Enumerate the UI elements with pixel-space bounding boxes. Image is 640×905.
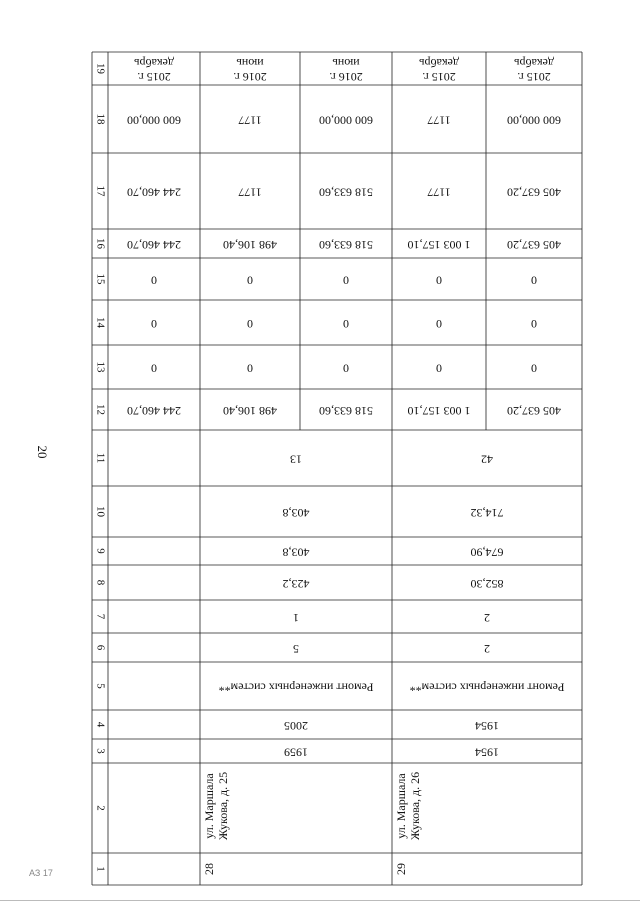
- row28b-completion-date-line1: июнь: [332, 55, 360, 70]
- blank-completion-date-line2: 2015 г.: [137, 69, 171, 84]
- row29-area-living: 674,90: [470, 545, 504, 560]
- row28-completion-date-line2: 2016 г.: [233, 69, 267, 84]
- row28-total-area: 423,2: [282, 576, 310, 591]
- row28b-unit-cost: 518 633,60: [319, 185, 373, 200]
- row29-total-area: 852,30: [470, 576, 504, 591]
- row29-address-line2: Жукова, д. 26: [407, 771, 422, 841]
- row29-number: 29: [393, 863, 408, 875]
- column-number-2: 2: [94, 805, 107, 811]
- right-completion-date-line1: декабрь: [514, 55, 554, 70]
- row28b-completion-date-line2: 2016 г.: [329, 69, 363, 84]
- row29-unit-cost: 1177: [427, 185, 451, 200]
- column-number-16: 16: [94, 238, 107, 249]
- row28-unit-cost: 1177: [238, 185, 262, 200]
- table-grid: [92, 52, 582, 885]
- blank-completion-date-line1: декабрь: [134, 55, 174, 70]
- right-cost-total: 405 637,20: [507, 403, 561, 418]
- blank-fund-owners: 244 460,70: [127, 237, 181, 252]
- column-number-3: 3: [94, 748, 107, 754]
- row28-residents: 13: [290, 452, 302, 467]
- blank-cost-total: 244 460,70: [127, 403, 181, 418]
- row29-cost-total: 1 003 157,10: [407, 403, 471, 418]
- row28-completion-date-line1: июнь: [236, 55, 264, 70]
- row28-fund_local: 0: [247, 273, 253, 288]
- row28-fund_federal: 0: [247, 361, 253, 376]
- row28-address-line1: ул. Маршала: [201, 773, 216, 839]
- blank-max-unit-cost: 600 000,00: [127, 113, 181, 128]
- row28b-fund_regional: 0: [343, 316, 349, 331]
- right-max-unit-cost: 600 000,00: [507, 113, 561, 128]
- column-number-1: 1: [94, 866, 107, 872]
- blank-fund_regional: 0: [151, 316, 157, 331]
- column-number-15: 15: [94, 273, 107, 285]
- right-fund_local: 0: [531, 273, 537, 288]
- blank-fund_federal: 0: [151, 361, 157, 376]
- row29-entrances: 2: [484, 610, 490, 625]
- right-completion-date-line2: 2015 г.: [517, 69, 551, 84]
- column-number-9: 9: [94, 548, 107, 554]
- corner-mark: АЗ 17: [29, 868, 53, 878]
- row28-year-built: 1959: [284, 745, 308, 760]
- row28-floors: 5: [293, 641, 299, 656]
- table-text: [94, 56, 564, 875]
- row28b-fund_local: 0: [343, 273, 349, 288]
- row28-entrances: 1: [293, 610, 299, 625]
- column-number-10: 10: [94, 506, 107, 517]
- right-fund_federal: 0: [531, 361, 537, 376]
- row29-fund_regional: 0: [436, 316, 442, 331]
- row29-completion-date-line1: декабрь: [419, 55, 459, 70]
- column-number-4: 4: [94, 721, 107, 728]
- row28-work-type: Ремонт инженерных систем**: [218, 680, 374, 695]
- column-number-7: 7: [94, 613, 107, 620]
- row29-fund_federal: 0: [436, 361, 442, 376]
- row28-area-total-living: 403,8: [282, 505, 310, 520]
- row29-fund_local: 0: [436, 273, 442, 288]
- column-number-11: 11: [94, 452, 107, 464]
- row28b-fund_federal: 0: [343, 361, 349, 376]
- row28-year-last-repair: 2005: [284, 718, 308, 733]
- row28-fund-owners: 498 106,40: [223, 237, 277, 252]
- row29-work-type: Ремонт инженерных систем**: [409, 680, 565, 695]
- row28-unit-cost-18: 1177: [238, 113, 262, 128]
- row29-completion-date-line2: 2015 г.: [422, 69, 456, 84]
- right-fund_regional: 0: [531, 316, 537, 331]
- row28-area-living: 403,8: [282, 545, 310, 560]
- row28-number: 28: [201, 863, 216, 875]
- column-number-18: 18: [94, 113, 107, 125]
- row28b-cost-total: 518 633,60: [319, 403, 373, 418]
- column-number-17: 17: [94, 185, 107, 197]
- column-number-14: 14: [94, 317, 107, 328]
- row29-residents: 42: [481, 452, 493, 467]
- column-number-8: 8: [94, 579, 107, 586]
- column-number-13: 13: [94, 361, 107, 373]
- right-fund-owners: 405 637,20: [507, 237, 561, 252]
- column-number-12: 12: [94, 404, 107, 415]
- blank-fund_local: 0: [151, 273, 157, 288]
- row29-year-last-repair: 1954: [475, 718, 499, 733]
- row28b-fund-owners: 518 633,60: [319, 237, 373, 252]
- column-number-19: 19: [94, 63, 107, 74]
- row28-fund_regional: 0: [247, 316, 253, 331]
- row28-address-line2: Жукова, д. 25: [215, 771, 230, 841]
- row29-floors: 2: [484, 641, 490, 656]
- page-number: 20: [35, 445, 50, 459]
- row29-year-built: 1954: [475, 745, 499, 760]
- row29-address-line1: ул. Маршала: [393, 773, 408, 839]
- right-unit-cost: 405 637,20: [507, 185, 561, 200]
- row28-cost-total: 498 106,40: [223, 403, 277, 418]
- blank-unit-cost: 244 460,70: [127, 185, 181, 200]
- column-number-5: 5: [94, 683, 107, 689]
- row29-unit-cost-18: 1177: [427, 113, 451, 128]
- row28b-max-unit-cost: 600 000,00: [319, 113, 373, 128]
- column-number-6: 6: [94, 644, 107, 651]
- row29-fund-owners: 1 003 157,10: [407, 237, 471, 252]
- row29-area-total-living: 714,32: [470, 505, 504, 520]
